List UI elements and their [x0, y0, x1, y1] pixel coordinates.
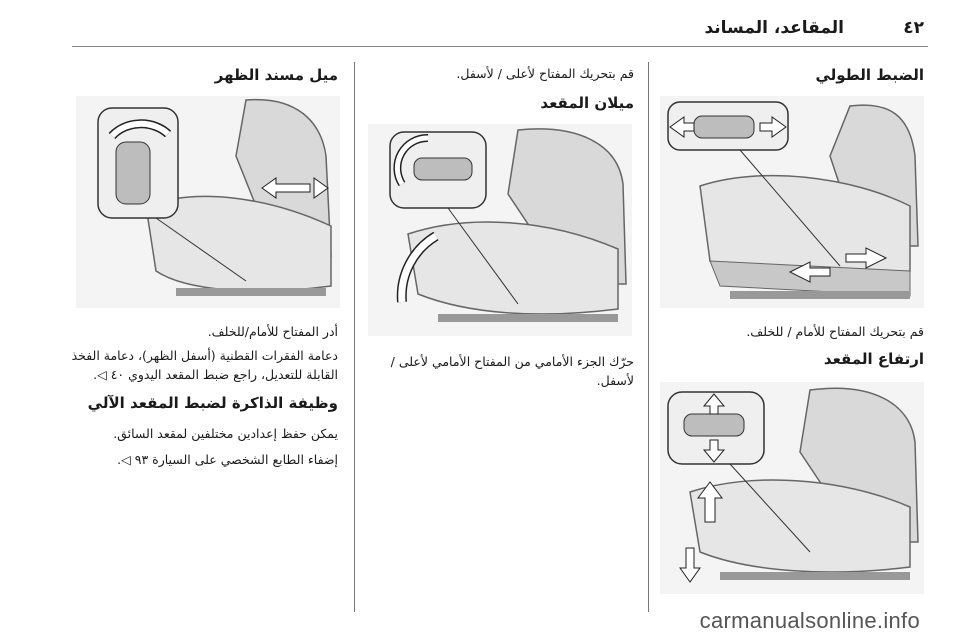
figure-seat-tilt: [368, 124, 632, 336]
para-memory: يمكن حفظ إعدادين مختلفين لمقعد السائق.: [113, 426, 338, 441]
para-personalization: إضفاء الطابع الشخصي على السيارة ٩٣ ◁.: [117, 452, 338, 467]
page-number: ٤٢: [903, 18, 924, 38]
figure-longitudinal: [660, 96, 924, 308]
caption-backrest: أدر المفتاح للأمام/للخلف.: [207, 324, 338, 339]
section-title: المقاعد، المساند: [704, 18, 844, 38]
seat-tilt-illustration: [368, 124, 632, 336]
figure-seat-height: [660, 382, 924, 594]
caption-seat-tilt: حرّك الجزء الأمامي من المفتاح الأمامي لأعلى / لأسفل.: [390, 354, 634, 389]
text-height-switch: قم بتحريك المفتاح لأعلى / لأسفل.: [456, 66, 634, 81]
seat-backrest-illustration: [76, 96, 340, 308]
seat-height-illustration: [660, 382, 924, 594]
column-divider-left: [354, 62, 355, 612]
heading-backrest: ميل مسند الظهر: [214, 66, 338, 84]
caption-longitudinal: قم بتحريك المفتاح للأمام / للخلف.: [746, 324, 924, 339]
watermark: carmanualsonline.info: [699, 608, 920, 633]
seat-longitudinal-illustration: [660, 96, 924, 308]
para-lumbar: دعامة الفقرات القطنية (أسفل الظهر)، دعامة الفخذ القابلة للتعديل، راجع ضبط المقعد اليدوي ٤٠ ◁.: [71, 348, 338, 383]
heading-memory: وظيفة الذاكرة لضبط المقعد الآلي: [87, 394, 338, 412]
figure-backrest: [76, 96, 340, 308]
heading-longitudinal: الضبط الطولي: [815, 66, 924, 84]
header-rule: [72, 46, 928, 47]
heading-seat-height: ارتفاع المقعد: [823, 350, 924, 368]
column-divider-right: [648, 62, 649, 612]
heading-seat-tilt: ميلان المقعد: [540, 94, 634, 112]
page-header: [0, 0, 960, 50]
